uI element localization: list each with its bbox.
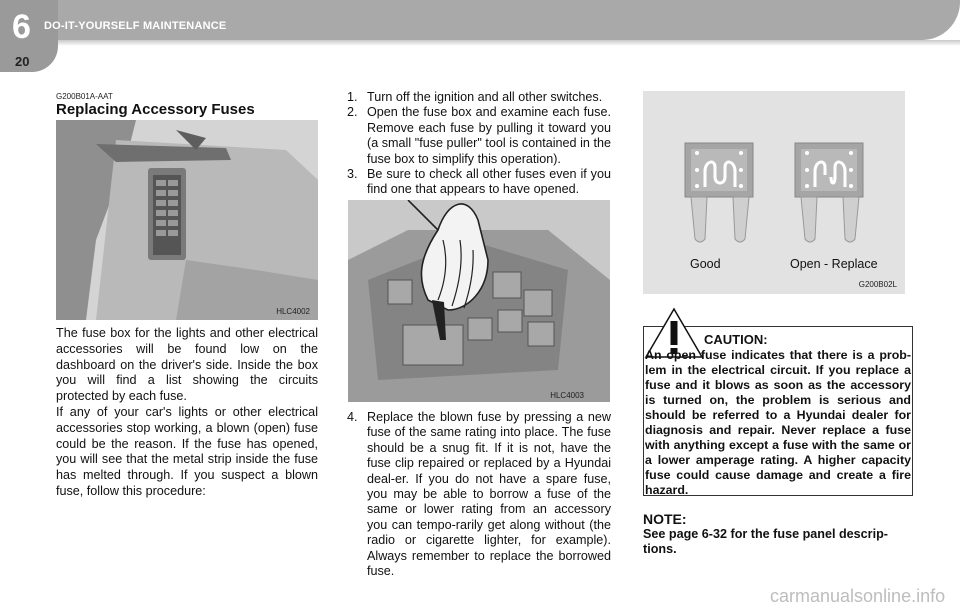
note-text: See page 6-32 for the fuse panel descrip-tions. — [643, 527, 888, 556]
watermark: carmanualsonline.info — [770, 586, 946, 606]
section-code: G200B01A-AAT — [56, 92, 113, 101]
photo-label: HLC4002 — [276, 307, 310, 316]
step-number: 2. — [347, 105, 358, 120]
step-text: Open the fuse box and examine each fuse. Remove each fuse by pulling it toward you (a small "fuse puller" tool is contained in the fuse box to simplify this operation). — [367, 105, 611, 166]
blown-fuse-paragraph: If any of your car's lights or other electrical accessories stop working, a blown (open) fuse could be the reason. If the fuse has opened, you will see that the metal strip inside the fuse has melted through. If you suspect a blown fuse, follow this procedure: — [56, 405, 318, 498]
step-text: Replace the blown fuse by pressing a new fuse of the same rating into place. The fuse should be a snug fit. If it is not, have the fuse clip repaired or replaced by a Hyundai deal-er. If you do not have a spare fuse, you may be able to borrow a fuse of the same or lower rating from an accessory you can tempo-rarily get along without (the radio or cigarette lighter, for example). Always remember to replace the borrowed fuse. — [367, 410, 611, 579]
open-replace-label: Open - Replace — [790, 257, 878, 271]
step-number: 3. — [347, 167, 358, 182]
fuse-comparison-figure — [643, 91, 905, 294]
dashboard-photo — [56, 120, 318, 320]
step-2 — [347, 105, 611, 167]
caution-box — [643, 326, 913, 496]
chapter-number: 6 — [12, 8, 31, 46]
step-4 — [347, 410, 611, 579]
fuse-box-photo — [348, 200, 610, 402]
intro-paragraph: The fuse box for the lights and other electrical accessories will be found low on the dashboard on the driver's side. Inside the box you will find a list showing the circuits protected by each fuse. — [56, 326, 318, 404]
open-fuse-icon — [795, 143, 863, 242]
step-number: 4. — [347, 410, 358, 424]
step-text: Be sure to check all other fuses even if you find one that appears to have opened. — [367, 167, 611, 197]
section-heading: Replacing Accessory Fuses — [56, 101, 255, 118]
step-text: Turn off the ignition and all other switches. — [367, 90, 603, 104]
step-4-container — [347, 410, 611, 579]
header-shade — [0, 40, 960, 46]
page-number: 20 — [15, 54, 30, 69]
chapter-title: DO-IT-YOURSELF MAINTENANCE — [44, 20, 227, 32]
photo-label: HLC4003 — [550, 391, 584, 400]
dashboard-illustration — [56, 120, 318, 320]
figure-label: G200B02L — [858, 280, 897, 289]
step-3 — [347, 167, 611, 198]
caution-text: An open fuse indicates that there is a prob-lem in the electrical circuit. If you replace a fuse and it blows as soon as the accessory is turned on, the problem is serious and should be referred to a Hyundai dealer for diagnosis and repair. Never replace a fuse with anything except a fuse with the same or a lower amperage rating. A higher capacity fuse could cause damage and create a fire hazard. — [645, 348, 911, 497]
good-fuse-icon — [685, 143, 753, 242]
fuse-removal-illustration — [348, 200, 610, 402]
caution-title: CAUTION: — [704, 332, 768, 347]
steps-list — [347, 90, 611, 198]
step-1 — [347, 90, 611, 105]
good-label: Good — [690, 257, 721, 271]
note-title: NOTE: — [643, 511, 687, 527]
step-number: 1. — [347, 90, 358, 104]
